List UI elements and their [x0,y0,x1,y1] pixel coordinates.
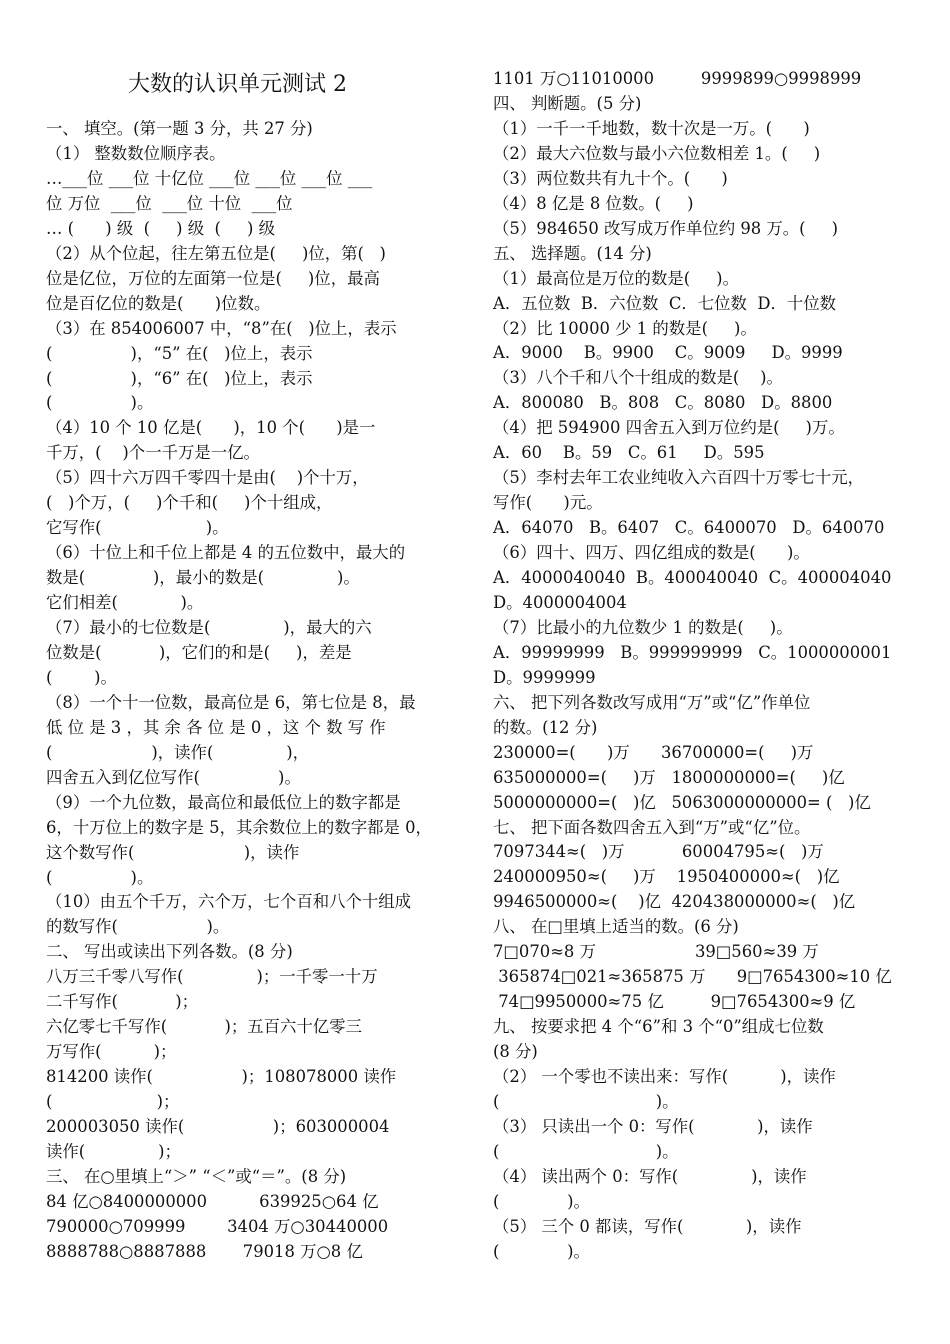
left-text-line: 六亿零七千写作( )；五百六十亿零三 [46,1017,362,1037]
left-text-line: （3）在 854006007 中，“8”在( )位上，表示 [46,318,397,338]
left-text-line: ( )个万，( )个千和( )个十组成， [46,493,333,513]
left-text-line: 6，十万位上的数字是 5，其余数位上的数字都是 0， [46,817,432,837]
right-text-line: 的数。(12 分) [493,717,598,737]
right-text-line: （5）李村去年工农业纯收入六百四十万零七十元， [493,468,865,488]
left-text-line: （5）四十六万四千零四十是由( )个十万， [46,468,369,488]
left-text-line: 200003050 读作( )；603000004 [46,1117,390,1136]
left-text-line: 四舍五入到亿位写作( )。 [46,767,301,787]
left-text-line: 位是亿位，万位的左面第一位是( )位，最高 [46,268,380,288]
left-text-line: ( )。 [46,393,154,413]
left-text-line: ( )。 [46,667,117,687]
right-text-line: （2） 一个零也不读出来：写作( )，读作 [493,1067,836,1086]
right-text-line: D。4000004004 [493,592,627,612]
left-text-line: 它写作( )。 [46,518,229,538]
right-text-line: （4） 读出两个 0：写作( )，读作 [493,1166,807,1186]
right-text-line: 5000000000=( )亿 5063000000000= ( )亿 [493,792,871,812]
right-text-line: （4）8 亿是 8 位数。( ) [493,193,694,213]
left-text-line: 万写作( )； [46,1042,177,1062]
right-text-line: 635000000=( )万 1800000000=( )亿 [493,767,845,787]
right-text-line: A．五位数 B．六位数 C．七位数 D．十位数 [493,293,837,313]
left-text-line: ( )。 [46,867,154,887]
left-text-line: ( )，读作( )， [46,742,310,762]
left-text-line: （9）一个九位数，最高位和最低位上的数字都是 [46,792,401,812]
left-text-line: 千万，( )个一千万是一亿。 [46,443,260,463]
left-text-line: 8888788○8887888 79018 万○8 亿 [46,1241,363,1261]
left-text-line: 三、 在○里填上“＞” “＜”或“＝”。(8 分) [46,1166,347,1186]
left-text-line: （8）一个十一位数，最高位是 6，第七位是 8，最 [46,692,416,712]
left-text-line: 位数是( )，它们的和是( )，差是 [46,642,352,662]
left-text-line: （6）十位上和千位上都是 4 的五位数中，最大的 [46,543,406,563]
right-text-line: （6）四十、四万、四亿组成的数是( )。 [493,543,810,563]
right-text-line: A．4000040040 B。400040040 C。400004040 [493,568,892,587]
left-text-line: （2）从个位起，往左第五位是( )位，第( ) [46,243,386,263]
left-text-line: ( )，“5” 在( )位上，表示 [46,343,313,363]
right-text-line: 六、 把下列各数改写成用“万”或“亿”作单位 [493,692,811,712]
left-text-line: 八万三千零八写作( )；一千零一十万 [46,967,378,987]
right-text-line: （1）最高位是万位的数是( )。 [493,268,739,288]
left-text-line: 的数写作( )。 [46,917,230,937]
left-text-line: 低 位 是 3 ，其 余 各 位 是 0 ，这 个 数 写 作 [46,717,386,737]
left-text-line: 二千写作( )； [46,992,199,1012]
right-text-line: 7097344≈( )万 60004795≈( )万 [493,842,824,862]
right-text-line: ( )。 [493,1191,590,1211]
right-text-line: D。9999999 [493,667,596,687]
right-text-line: （2）最大六位数与最小六位数相差 1。( ) [493,143,821,163]
right-text-line: (8 分) [493,1042,538,1062]
left-text-line: 这个数写作( )，读作 [46,842,300,862]
left-text-line: 读作( )； [46,1141,181,1161]
left-text-line: 它们相差( )。 [46,593,204,613]
right-text-line: （2）比 10000 少 1 的数是( )。 [493,318,757,338]
right-text-line: （3） 只读出一个 0：写作( )，读作 [493,1116,813,1136]
left-text-line: （4）10 个 10 亿是( )，10 个( )是一 [46,418,376,438]
right-text-line: （7）比最小的九位数少 1 的数是( )。 [493,617,793,637]
left-text-line: …___位 ___位 十亿位 ___位 ___位 ___位 ___ [46,168,373,188]
left-text-line: （10）由五个千万，六个万，七个百和八个十组成 [46,892,412,912]
left-text-line: 二、 写出或读出下列各数。(8 分) [46,942,293,962]
right-text-line: （3）两位数共有九十个。( ) [493,168,728,188]
right-text-line: （4）把 594900 四舍五入到万位约是( )万。 [493,418,845,438]
right-text-line: （1）一千一千地数，数十次是一万。( ) [493,118,810,138]
right-text-line: 五、 选择题。(14 分) [493,243,652,263]
left-text-line: 位是百亿位的数是( )位数。 [46,293,271,313]
right-text-line: 240000950≈( )万 1950400000≈( )亿 [493,867,840,887]
right-text-line: 九、 按要求把 4 个“6”和 3 个“0”组成七位数 [493,1017,824,1037]
left-text-line: 位 万位 ___位 ___位 十位 ___位 [46,193,293,213]
right-text-line: A．60 B。59 C。61 D。595 [493,443,765,463]
right-text-line: 9946500000≈( )亿 420438000000≈( )亿 [493,892,856,912]
left-text-line: ( )； [46,1092,180,1112]
right-text-line: 八、 在□里填上适当的数。(6 分) [493,917,739,937]
left-text-line: （7）最小的七位数是( )，最大的六 [46,618,372,637]
right-text-line: 写作( )元。 [493,493,603,513]
left-text-line: 数是( )，最小的数是( )。 [46,568,360,588]
right-text-line: 1101 万○11010000 9999899○9998999 [493,69,862,88]
right-text-line: 230000=( )万 36700000=( )万 [493,742,814,762]
right-text-line: ( )。 [493,1091,679,1111]
left-text-line: 一、 填空。(第一题 3 分，共 27 分) [46,119,313,138]
right-text-line: A．800080 B。808 C。8080 D。8800 [493,393,833,413]
left-text-line: 84 亿○8400000000 639925○64 亿 [46,1191,379,1211]
right-text-line: 七、 把下面各数四舍五入到“万”或“亿”位。 [493,817,811,837]
right-text-line: （3）八个千和八个十组成的数是( )。 [493,368,783,388]
right-text-line: A．9000 B。9900 C。9009 D。9999 [493,343,843,363]
left-text-line: 790000○709999 3404 万○30440000 [46,1216,389,1236]
right-text-line: 74□9950000≈75 亿 9□7654300≈9 亿 [493,992,856,1012]
page-title: 大数的认识单元测试 2 [128,72,347,97]
right-text-line: 365874□021≈365875 万 9□7654300≈10 亿 [493,967,892,987]
right-text-line: ( )。 [493,1141,679,1161]
right-text-line: 四、 判断题。(5 分) [493,93,642,113]
right-text-line: （5） 三个 0 都读，写作( )，读作 [493,1216,802,1236]
left-text-line: 814200 读作( )；108078000 读作 [46,1067,397,1087]
left-text-line: （1） 整数数位顺序表。 [46,143,226,163]
right-text-line: A．64070 B。6407 C。6400070 D。640070 [493,518,885,538]
right-text-line: ( )。 [493,1241,590,1261]
right-text-line: 7□070≈8 万 39□560≈39 万 [493,942,819,962]
left-text-line: … ( ) 级 ( ) 级 ( ) 级 [46,218,275,238]
left-text-line: ( )，“6” 在( )位上，表示 [46,368,313,388]
right-text-line: （5）984650 改写成万作单位约 98 万。( ) [493,218,839,238]
right-text-line: A．99999999 B。999999999 C。1000000001 [493,642,892,662]
